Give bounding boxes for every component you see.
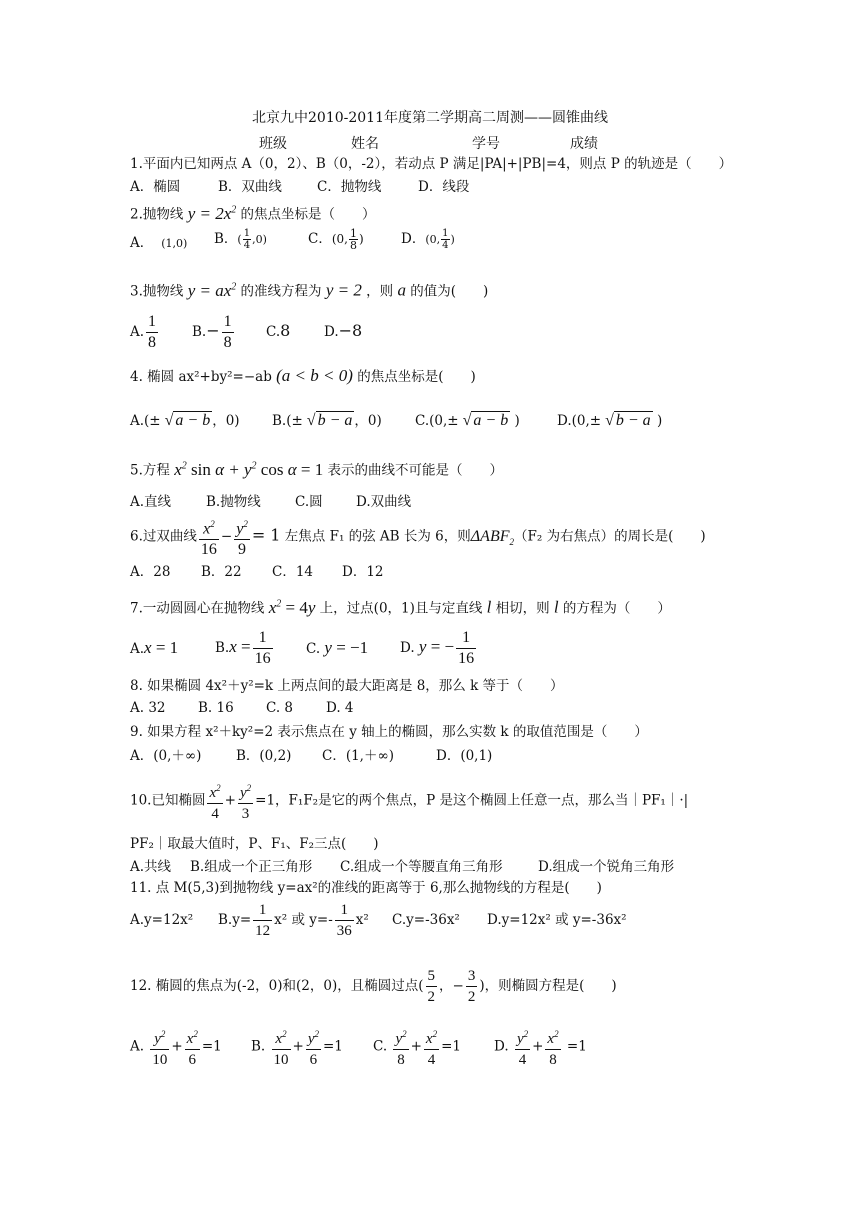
q12-prefix: 12. 椭圆的焦点为(-2，0)和(2，0)，且椭圆过点( — [130, 978, 424, 994]
q10-option-a: A.共线 — [130, 859, 172, 875]
q6-prefix: 6.过双曲线 — [130, 528, 197, 545]
q2-expr: y = 2x — [187, 203, 232, 223]
q11-option-d: D.y=12x² 或 y=-36x² — [487, 912, 627, 928]
q5-suffix: 表示的曲线不可能是（ ） — [327, 462, 504, 479]
q2-d-label: D． — [401, 231, 426, 247]
id-label: 学号 — [472, 136, 500, 152]
q10-option-c: C.组成一个等腰直角三角形 — [340, 859, 503, 875]
q12-c-label: C. — [373, 1038, 388, 1055]
page-title: 北京九中2010-2011年度第二学期高二周测——圆锥曲线 — [252, 110, 608, 126]
q4-stem: 4. 椭圆 ax²+by²=−ab (a < b < 0) 的焦点坐标是( ) — [130, 366, 476, 385]
q3-d-label: D. — [324, 324, 339, 340]
q8-option-c: C. 8 — [266, 700, 294, 716]
class-label: 班级 — [259, 136, 287, 152]
q4-a-label: A.(± — [130, 413, 161, 429]
q7-a-label: A. — [130, 641, 145, 657]
q1-option-d: D．线段 — [418, 179, 470, 195]
q7-b-label: B. — [215, 640, 230, 656]
q10-prefix: 10.已知椭圆 — [130, 792, 206, 809]
q4-option-d: D.(0,± √ b − a ) — [557, 412, 663, 429]
q5-option-d: D.双曲线 — [356, 494, 412, 510]
q4-prefix: 4. 椭圆 ax²+by²=−ab — [130, 369, 272, 385]
q6-option-b: B．22 — [201, 564, 242, 580]
q5-option-a: A.直线 — [130, 494, 172, 510]
q6-option-a: A．28 — [130, 564, 171, 580]
q12-stem: 12. 椭圆的焦点为(-2，0)和(2，0)，且椭圆过点( $\frac{5}{2}$ ，− $\frac{3}{2}$ )，则椭圆方程是( ) — [130, 968, 617, 1005]
score-label: 成绩 — [570, 136, 598, 152]
q4-c-label: C.(0,± — [415, 413, 459, 429]
q5-stem: 5.方程 $x^2$ $\sin \alpha + y^2$ cos α = 1 表示的曲线不可能是（ ） — [130, 459, 504, 479]
name-label: 姓名 — [351, 136, 379, 152]
q12-suffix: )，则椭圆方程是( ) — [479, 978, 617, 994]
q12-option-c: C. $\frac{y^2}{8}$ + $\frac{x^2}{4}$ =1 — [373, 1024, 461, 1070]
q12-option-b: B. $\frac{x^2}{10}$ + $\frac{y^2}{6}$ =1 — [251, 1024, 343, 1070]
q7-c-label: C. — [306, 641, 321, 657]
q3-option-b: B.− $\frac{1}{8}$ — [192, 313, 232, 351]
q12-b-label: B. — [251, 1038, 266, 1055]
q4-suffix: 的焦点坐标是( ) — [357, 369, 476, 385]
q3-a-label: A. — [130, 324, 145, 340]
q5-prefix: 5.方程 — [130, 462, 170, 479]
q3-option-a: A. $\frac{1}{8}$ — [130, 313, 157, 351]
q2-option-d: D．(0, $\frac{1}{4}$ ) — [401, 228, 455, 251]
q6-mid: 左焦点 F₁ 的弦 AB 长为 6，则 — [284, 528, 471, 545]
q7-mid: 上，过点(0，1)且与定直线 — [319, 600, 483, 617]
q3-suffix2: ，则 — [366, 283, 394, 300]
q1-option-c: C．抛物线 — [317, 179, 382, 195]
q1-option-a: A．椭圆 — [130, 179, 181, 195]
q6-option-d: D．12 — [342, 564, 384, 580]
q7-d-label: D. — [400, 640, 415, 656]
q2-option-b: B．( $\frac{1}{4}$ ,0) — [214, 228, 267, 251]
q3-option-c — [266, 321, 290, 342]
q2-a-label: A． — [130, 235, 154, 251]
q3-option-d — [324, 321, 362, 342]
q3-suffix1: 的准线方程为 — [240, 283, 322, 300]
q2-suffix: 的焦点坐标是（ ） — [240, 206, 376, 223]
q4-option-c: C.(0,± √ a − b ) — [415, 412, 520, 429]
q7-stem: 7.一动圆圆心在抛物线 $x^2 = 4y$ 上，过点(0，1)且与定直线 l 相切，则 l 的方程为（ ） — [130, 597, 671, 617]
q3-stem: 3.抛物线 $y = ax^2$ 的准线方程为 y = 2 ，则 a 的值为( ) — [130, 280, 489, 300]
q6-option-c: C．14 — [272, 564, 314, 580]
q4-option-b: B.(± √ b − a ，0) — [272, 412, 382, 429]
q3-c-label: C. — [266, 324, 281, 340]
q4-option-a: A.(± √ a − b ，0) — [130, 412, 240, 429]
q2-c-label: C． — [308, 231, 332, 247]
q2-b-label: B． — [214, 231, 238, 247]
q2-stem — [130, 200, 376, 225]
q9-option-b: B．(0,2) — [236, 748, 292, 764]
q3-prefix: 3.抛物线 — [130, 283, 184, 300]
q5-option-c: C.圆 — [295, 494, 323, 510]
q9-option-c: C．(1,＋∞) — [322, 748, 394, 764]
q10-stem: 10.已知椭圆 $\frac{x^2}{4}$ + $\frac{y^2}{3}$ =1，F₁F₂是它的两个焦点，P 是这个椭圆上任意一点，那么当｜PF₁｜·| — [130, 778, 688, 824]
q7-suffix: 相切，则 — [495, 600, 550, 617]
q8-option-b: B. 16 — [198, 700, 234, 716]
q2-option-a: A． (1,0) — [130, 235, 188, 251]
q11-b-prefix: B.y= — [218, 912, 252, 928]
q7-option-d: D. y = − $\frac{1}{16}$ — [400, 629, 475, 667]
q10-suffix: =1，F₁F₂是它的两个焦点，P 是这个椭圆上任意一点，那么当｜PF₁｜·| — [255, 792, 689, 809]
q6-suffix: （F₂ 为右焦点）的周长是( ) — [514, 528, 706, 545]
q7-option-a: A.x = 1 — [130, 638, 179, 657]
q11-option-a: A.y=12x² — [130, 912, 194, 928]
q12-d-label: D. — [494, 1038, 509, 1055]
q9-option-a: A．(0,＋∞) — [130, 748, 202, 764]
q5-option-b: B.抛物线 — [206, 494, 261, 510]
q10-option-d: D.组成一个锐角三角形 — [538, 859, 675, 875]
q7-option-b: B.x = $\frac{1}{16}$ — [215, 629, 271, 667]
q3-c-value: 8 — [280, 321, 291, 340]
q3-b-label: B. — [192, 324, 207, 340]
q11-b-suffix: x² — [355, 912, 369, 928]
q12-d-eq: =1 — [566, 1038, 587, 1055]
q8-stem: 8. 如果椭圆 4x²＋y²=k 上两点间的最大距离是 8，那么 k 等于（ ） — [130, 678, 564, 694]
q8-option-d: D. 4 — [326, 700, 354, 716]
q2-option-c: C．(0, $\frac{1}{8}$ ) — [308, 227, 364, 252]
q7-prefix: 7.一动圆圆心在抛物线 — [130, 600, 265, 617]
q11-option-c: C.y=-36x² — [392, 912, 460, 928]
q10-line2: PF₂｜取最大值时，P、F₁、F₂三点( ) — [130, 836, 379, 852]
q12-b-eq: =1 — [323, 1038, 343, 1055]
q11-stem: 11. 点 M(5,3)到抛物线 y=ax²的准线的距离等于 6,那么抛物线的方程是( ) — [130, 880, 602, 896]
q12-option-d: D. $\frac{y^2}{4}$ + $\frac{x^2}{8}$ =1 — [494, 1024, 587, 1070]
q12-option-a: A. $\frac{y^2}{10}$ + $\frac{x^2}{6}$ =1 — [130, 1024, 222, 1070]
q2-prefix: 2.抛物线 — [130, 206, 184, 223]
q10-option-b: B.组成一个正三角形 — [190, 859, 313, 875]
q6-stem: 6.过双曲线 $\frac{x^2}{16}$ − $\frac{y^2}{9}$ = 1 左焦点 F₁ 的弦 AB 长为 6，则$\Delta ABF_2(F_2$ 为右焦点）的周长是( ) — [130, 514, 706, 560]
q1-stem: 1.平面内已知两点 A（0，2）、B（0，-2），若动点 P 满足|PA|+|PB|=4，则点 P 的轨迹是（ ） — [130, 156, 733, 172]
q7-suffix2: 的方程为（ ） — [562, 600, 671, 617]
q3-d-value: −8 — [338, 321, 363, 340]
q9-stem: 9. 如果方程 x²＋ky²=2 表示焦点在 y 轴上的椭圆，那么实数 k 的取值范围是（ ） — [130, 724, 648, 740]
q3-suffix3: 的值为( ) — [410, 283, 489, 300]
q2-equation: $y = 2x^2$ — [187, 203, 237, 223]
q12-a-label: A. — [130, 1038, 145, 1055]
q4-b-label: B.(± — [272, 413, 303, 429]
q7-option-c: C. y = −1 — [306, 638, 369, 657]
q11-option-b: B.y= $\frac{1}{12}$ x² 或 y=- $\frac{1}{36}$ x² — [218, 902, 369, 939]
q8-option-a: A. 32 — [130, 700, 166, 716]
q4-d-label: D.(0,± — [557, 413, 602, 429]
q12-c-eq: =1 — [441, 1038, 461, 1055]
q1-option-b: B．双曲线 — [218, 179, 282, 195]
q12-a-eq: =1 — [201, 1038, 222, 1055]
q11-b-mid: x² 或 y=- — [274, 912, 333, 928]
q9-option-d: D．(0,1) — [436, 748, 493, 764]
